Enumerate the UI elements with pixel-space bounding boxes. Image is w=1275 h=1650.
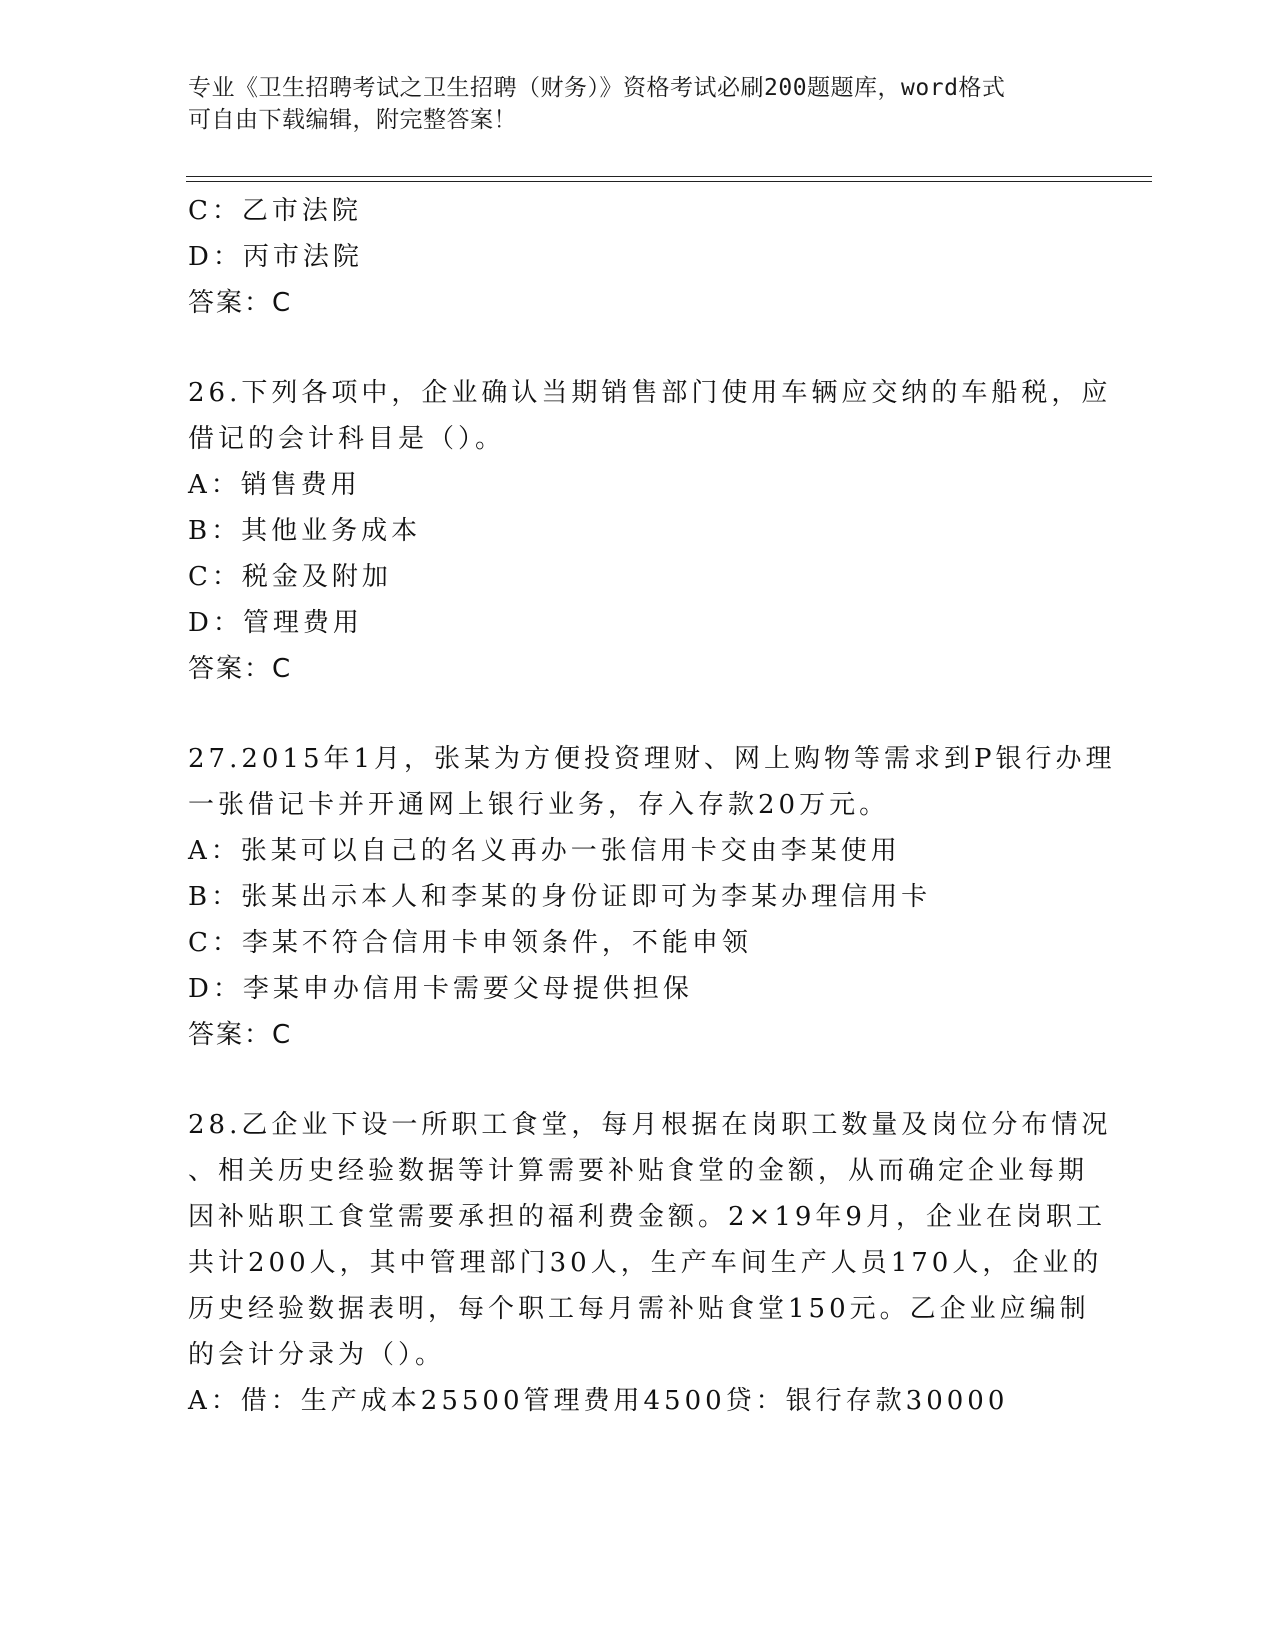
- header-rule-bottom: [186, 181, 1152, 182]
- q26-answer: 答案：C: [188, 654, 293, 684]
- q28-option-a: A：借：生产成本25500管理费用4500贷：银行存款30000: [188, 1386, 1009, 1416]
- spacer: [188, 326, 1088, 370]
- q26-option-c: C：税金及附加: [188, 562, 392, 592]
- q26-option-d: D：管理费用: [188, 608, 363, 638]
- q26-option-b: B：其他业务成本: [188, 516, 422, 546]
- q27-answer: 答案：C: [188, 1020, 293, 1050]
- q27-option-b: B：张某出示本人和李某的身份证即可为李某办理信用卡: [188, 882, 932, 912]
- header-note: [188, 72, 1068, 136]
- q28-stem-line-3: 因补贴职工食堂需要承担的福利费金额。2×19年9月，企业在岗职工: [188, 1202, 1106, 1232]
- q28-stem-line-4: 共计200人，其中管理部门30人，生产车间生产人员170人，企业的: [188, 1248, 1103, 1278]
- q25-option-d: D：丙市法院: [188, 242, 363, 272]
- q26-stem-line-2: 借记的会计科目是（）。: [188, 424, 506, 454]
- q26-option-a: A：销售费用: [188, 470, 361, 500]
- header-line-2: 可自由下载编辑，附完整答案！: [188, 107, 517, 133]
- header-rule-top: [186, 176, 1152, 177]
- header-line-1: 专业《卫生招聘考试之卫生招聘（财务）》资格考试必刷200题题库，word格式: [188, 75, 1006, 101]
- question-content: [188, 188, 1116, 1424]
- q28-stem-line-5: 历史经验数据表明，每个职工每月需补贴食堂150元。乙企业应编制: [188, 1294, 1090, 1324]
- spacer: [188, 692, 1088, 736]
- q25-option-c: C：乙市法院: [188, 196, 362, 226]
- q26-stem-line-1: 26.下列各项中，企业确认当期销售部门使用车辆应交纳的车船税，应: [188, 378, 1112, 408]
- q27-stem-line-1: 27.2015年1月，张某为方便投资理财、网上购物等需求到P银行办理: [188, 744, 1116, 774]
- q28-stem-line-1: 28.乙企业下设一所职工食堂，每月根据在岗职工数量及岗位分布情况: [188, 1110, 1112, 1140]
- q27-stem-line-2: 一张借记卡并开通网上银行业务，存入存款20万元。: [188, 790, 890, 820]
- q27-option-d: D：李某申办信用卡需要父母提供担保: [188, 974, 693, 1004]
- q25-answer: 答案：C: [188, 288, 293, 318]
- q28-stem-line-6: 的会计分录为（）。: [188, 1340, 446, 1370]
- q27-option-a: A：张某可以自己的名义再办一张信用卡交由李某使用: [188, 836, 901, 866]
- q28-stem-line-2: 、相关历史经验数据等计算需要补贴食堂的金额，从而确定企业每期: [188, 1156, 1089, 1186]
- spacer: [188, 1058, 1088, 1102]
- q27-option-c: C：李某不符合信用卡申领条件，不能申领: [188, 928, 752, 958]
